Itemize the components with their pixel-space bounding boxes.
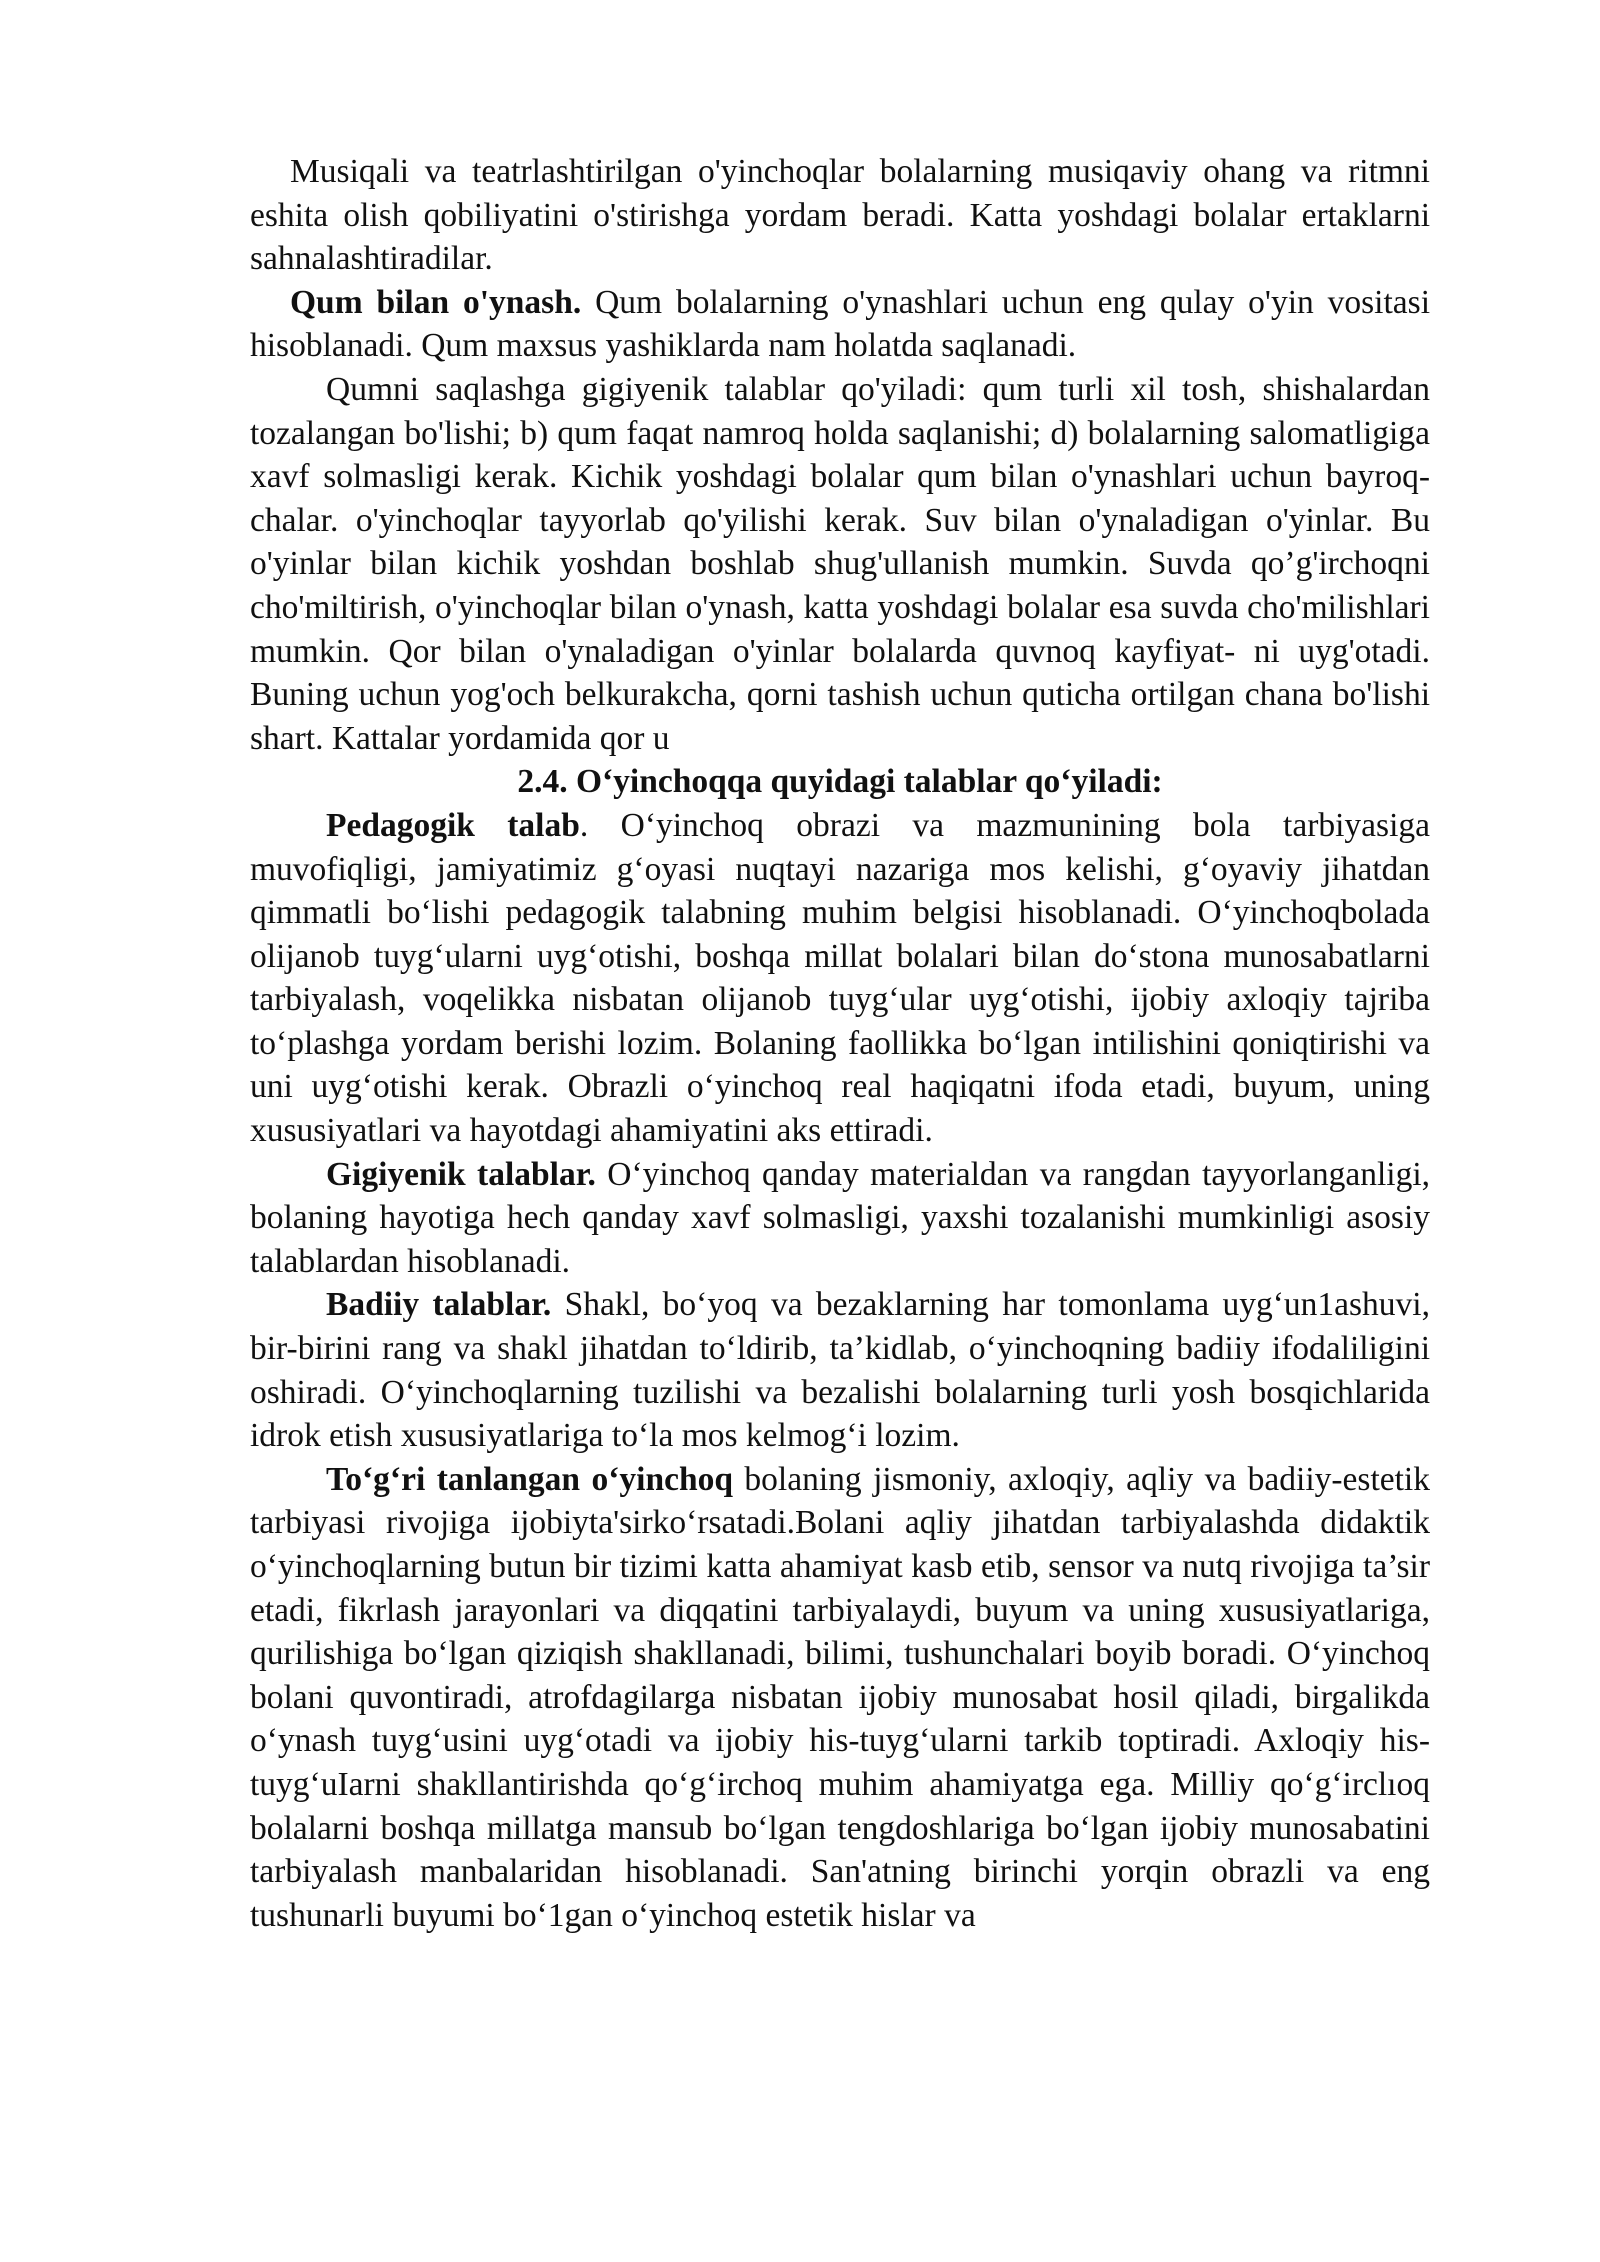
paragraph-lead: To‘g‘ri tanlangan o‘yinchoq [326,1460,733,1498]
paragraph-text: Shakl, bo‘yoq va bezaklarning har tomonlama uyg‘un1ashuvi, bir-birini rang va shakl jihatdan to‘ldirib, ta’kidlab, o‘yinchoqning badiiy ifodaliligini oshiradi. O‘yinchoqlarning tuzilishi va bezalishi bolalarning turli yosh bosqichlarida idrok etish xususiyatlariga to‘la mos kelmog‘i lozim. [250,1286,1430,1455]
paragraph-lead: Qum bilan o'ynash. [290,283,582,321]
paragraph-lead: Pedagogik talab [326,806,580,844]
paragraph-lead: Gigiyenik talablar. [326,1155,596,1193]
paragraph-sand-play [250,281,1430,368]
paragraph-lead: Badiiy talablar. [326,1286,552,1324]
paragraph-text: O‘yinchoq qanday materialdan va rangdan tayyorlanganligi, bolaning hayotiga hech qanday xavf solmasligi, yaxshi tozalanishi mumkinligi asosiy talablardan hisoblanadi. [250,1155,1431,1280]
paragraph-pedagogical [250,804,1430,1153]
paragraph-text: Qumni saqlashga gigiyenik talablar qo'yiladi: qum turli xil tosh, shishalardan tozalangan bo'lishi; b) qum faqat namroq holda saqlanishi; d) bolalarning salomatligiga xavf solmasligi kerak. Kichik yoshdagi bolalar qum bilan o'ynashlari uchun bayroq- chalar. o'yinchoqlar tayyorlab qo'yilishi kerak. Suv bilan o'ynaladigan o'yinlar. Bu o'yinlar bilan kichik yoshdan boshlab shug'ullanish mumkin. Suvda qo’g'irchoqni cho'miltirish, o'yinchoqlar bilan o'ynash, katta yoshdagi bolalar esa suvda cho'milishlari mumkin. Qor bilan o'ynaladigan o'yinlar bolalarda quvnoq kayfiyat- ni uyg'otadi. Buning uchun yog'och belkurakcha, qorni tashish uchun quticha ortilgan chana bo'lishi shart. Kattalar yordamida qor u [250,370,1430,757]
paragraph-sand-hygiene [250,368,1430,760]
document-body [250,150,1430,1937]
paragraph-text: . O‘yinchoq obrazi va mazmunining bola tarbiyasiga muvofiqligi, jamiyatimiz g‘oyasi nuqtayi nazariga mos kelishi, g‘oyaviy jihatdan qimmatli bo‘lishi pedagogik talabning muhim belgisi hisoblanadi. O‘yinchoqbolada olijanob tuyg‘ularni uyg‘otishi, boshqa millat bolalari bilan do‘stona munosabatlarni tarbiyalash, voqelikka nisbatan olijanob tuyg‘ular uyg‘otishi, ijobiy axloqiy tajriba to‘plashga yordam berishi lozim. Bolaning faollikka bo‘lgan intilishini qoniqtirishi va uni uyg‘otishi kerak. Obrazli o‘yinchoq real haqiqatni ifoda etadi, buyum, uning xususiyatlari va hayotdagi ahamiyatini aks ettiradi. [250,806,1431,1150]
paragraph-hygienic [250,1153,1430,1284]
paragraph-text: Qum bolalarning o'ynashlari uchun eng qulay o'yin vositasi hisoblanadi. Qum maxsus yashiklarda nam holatda saqlanadi. [250,283,1431,365]
paragraph-musical-toys [250,150,1430,281]
section-heading: 2.4. O‘yinchoqqa quyidagi talablar qo‘yiladi: [517,763,1163,801]
paragraph-right-toy [250,1458,1430,1938]
paragraph-text: bolaning jismoniy, axloqiy, aqliy va badiiy-estetik tarbiyasi rivojiga ijobiyta'sirko‘rsatadi.Bolani aqliy jihatdan tarbiyalashda didaktik o‘yinchoqlarning butun bir tizimi katta ahamiyat kasb etib, sensor va nutq rivojiga ta’sir etadi, fikrlash jarayonlari va diqqatini tarbiyalaydi, buyum va uning xususiyatlariga, qurilishiga bo‘lgan qiziqish shakllanadi, bilimi, tushunchalari boyib boradi. O‘yinchoq bolani quvontiradi, atrofdagilarga nisbatan ijobiy munosabat hosil qiladi, birgalikda o‘ynash tuyg‘usini uyg‘otadi va ijobiy his-tuyg‘ularni tarkib toptiradi. Axloqiy his-tuyg‘uIarni shakllantirishda qo‘g‘irchoq muhim ahamiyatga ega. Milliy qo‘g‘irclıoq bolalarni boshqa millatga mansub bo‘lgan tengdoshlariga bo‘lgan ijobiy munosabatini tarbiyalash manbalaridan hisoblanadi. San'atning birinchi yorqin obrazli va eng tushunarli buyumi bo‘1gan o‘yinchoq estetik hislar va [250,1460,1430,1934]
paragraph-text: Musiqali va teatrlashtirilgan o'yinchoqlar bolalarning musiqaviy ohang va ritmni eshita olish qobiliyatini o'stirishga yordam beradi. Katta yoshdagi bolalar ertaklarni sahnalashtiradilar. [250,153,1430,278]
paragraph-artistic [250,1283,1430,1457]
